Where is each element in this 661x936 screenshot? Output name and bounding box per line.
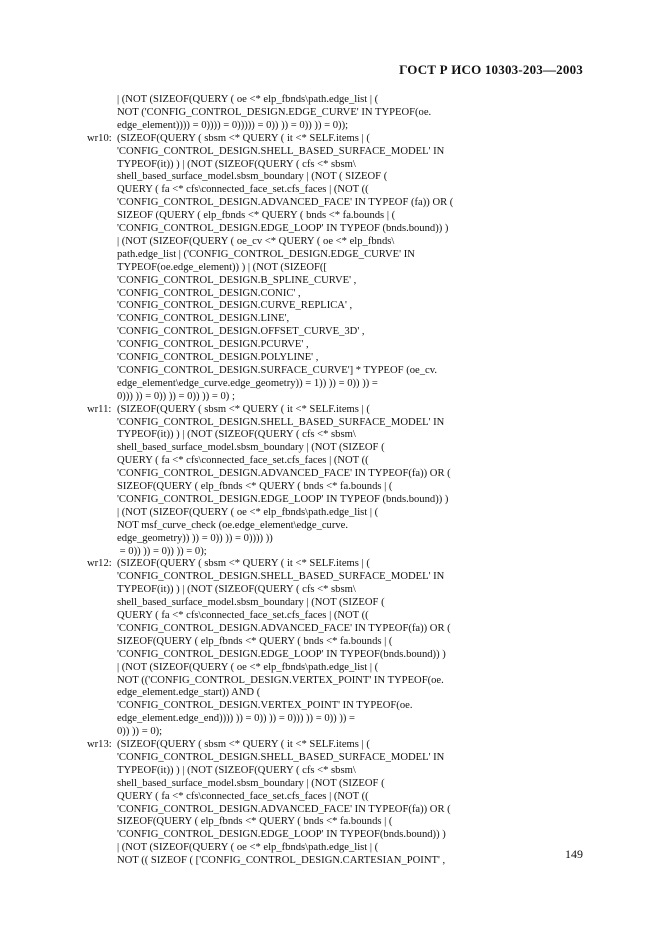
code-line: 'CONFIG_CONTROL_DESIGN.ADVANCED_FACE' IN TYPEOF(fa)) OR (: [117, 622, 451, 634]
code-line: | (NOT (SIZEOF(QUERY ( oe <* elp_fbnds\path.edge_list | (: [117, 842, 379, 854]
code-line: TYPEOF(it)) ) | (NOT (SIZEOF(QUERY ( cfs <* sbsm\: [117, 764, 356, 776]
code-line: TYPEOF(it)) ) | (NOT (SIZEOF(QUERY ( cfs <* sbsm\: [117, 584, 356, 596]
code-line: (SIZEOF(QUERY ( sbsm <* QUERY ( it <* SELF.items | (: [117, 403, 370, 415]
code-line: shell_based_surface_model.sbsm_boundary | (NOT (SIZEOF (: [117, 597, 385, 609]
code-line: 'CONFIG_CONTROL_DESIGN.EDGE_LOOP' IN TYPEOF(bnds.bound)) ): [117, 648, 446, 660]
code-line: 'CONFIG_CONTROL_DESIGN.LINE',: [117, 313, 290, 325]
code-line: NOT (( SIZEOF ( ['CONFIG_CONTROL_DESIGN.CARTESIAN_POINT' ,: [117, 855, 446, 867]
code-line: NOT ('CONFIG_CONTROL_DESIGN.EDGE_CURVE' IN TYPEOF(oe.: [117, 106, 432, 118]
code-line: NOT (('CONFIG_CONTROL_DESIGN.VERTEX_POINT' IN TYPEOF(oe.: [117, 674, 444, 686]
code-line: 'CONFIG_CONTROL_DESIGN.ADVANCED_FACE' IN TYPEOF(fa)) OR (: [117, 468, 451, 480]
code-line: 'CONFIG_CONTROL_DESIGN.B_SPLINE_CURVE' ,: [117, 274, 357, 286]
code-line: (SIZEOF(QUERY ( sbsm <* QUERY ( it <* SELF.items | (: [117, 132, 370, 144]
code-line: | (NOT (SIZEOF(QUERY ( oe <* elp_fbnds\path.edge_list | (: [117, 506, 379, 518]
code-line: QUERY ( fa <* cfs\connected_face_set.cfs_faces | (NOT ((: [117, 610, 369, 621]
rule-label: wr11:: [87, 403, 112, 415]
code-line: | (NOT (SIZEOF(QUERY ( oe_cv <* QUERY ( oe <* elp_fbnds\: [117, 235, 395, 247]
page-number: 149: [565, 847, 583, 861]
code-line: 'CONFIG_CONTROL_DESIGN.CONIC' ,: [117, 287, 301, 299]
code-line: 'CONFIG_CONTROL_DESIGN.PCURVE' ,: [117, 339, 309, 351]
code-line: 'CONFIG_CONTROL_DESIGN.VERTEX_POINT' IN TYPEOF(oe.: [117, 700, 413, 712]
code-line: 'CONFIG_CONTROL_DESIGN.EDGE_LOOP' IN TYPEOF (bnds.bound)) ): [117, 493, 449, 505]
code-line: (SIZEOF(QUERY ( sbsm <* QUERY ( it <* SELF.items | (: [117, 739, 370, 750]
rule-label: wr12:: [87, 558, 112, 570]
code-line: edge_element.edge_end)))) )) = 0)) )) = 0))) )) = 0)) )) =: [117, 713, 356, 725]
code-line: NOT msf_curve_check (oe.edge_element\edge_curve.: [117, 519, 348, 531]
code-line: shell_based_surface_model.sbsm_boundary | (NOT ( SIZEOF (: [117, 171, 388, 183]
code-line: 'CONFIG_CONTROL_DESIGN.EDGE_LOOP' IN TYPEOF(bnds.bound)) ): [117, 829, 446, 841]
standard-header: ГОСТ Р ИСО 10303-203—2003: [399, 62, 583, 77]
code-line: 'CONFIG_CONTROL_DESIGN.CURVE_REPLICA' ,: [117, 300, 353, 312]
code-line: SIZEOF(QUERY ( elp_fbnds <* QUERY ( bnds <* fa.bounds | (: [117, 635, 393, 647]
code-line: SIZEOF(QUERY ( elp_fbnds <* QUERY ( bnds <* fa.bounds | (: [117, 816, 393, 828]
code-line: | (NOT (SIZEOF(QUERY ( oe <* elp_fbnds\path.edge_list | (: [117, 661, 379, 673]
code-line: = 0)) )) = 0)) )) = 0);: [117, 545, 207, 557]
code-line: 'CONFIG_CONTROL_DESIGN.POLYLINE' ,: [117, 352, 319, 363]
code-line: TYPEOF(oe.edge_element)) ) | (NOT (SIZEOF([: [117, 261, 327, 273]
code-line: 'CONFIG_CONTROL_DESIGN.SHELL_BASED_SURFACE_MODEL' IN: [117, 751, 445, 763]
code-line: TYPEOF(it)) ) | (NOT (SIZEOF(QUERY ( cfs <* sbsm\: [117, 429, 356, 441]
rule-label: wr13:: [87, 739, 112, 750]
code-line: shell_based_surface_model.sbsm_boundary | (NOT (SIZEOF (: [117, 442, 385, 454]
code-line: SIZEOF (QUERY ( elp_fbnds <* QUERY ( bnds <* fa.bounds | (: [117, 210, 396, 222]
code-line: | (NOT (SIZEOF(QUERY ( oe <* elp_fbnds\path.edge_list | (: [117, 94, 379, 105]
code-line: path.edge_list | ('CONFIG_CONTROL_DESIGN.EDGE_CURVE' IN: [117, 248, 415, 260]
code-line: shell_based_surface_model.sbsm_boundary | (NOT (SIZEOF (: [117, 777, 385, 789]
code-line: QUERY ( fa <* cfs\connected_face_set.cfs_faces | (NOT ((: [117, 455, 369, 467]
code-line: edge_element\edge_curve.edge_geometry)) = 1)) )) = 0)) )) =: [117, 377, 378, 389]
code-line: 'CONFIG_CONTROL_DESIGN.EDGE_LOOP' IN TYPEOF (bnds.bound)) ): [117, 223, 449, 234]
code-line: 0)) )) = 0);: [117, 726, 163, 738]
rule-label: wr10:: [87, 132, 112, 144]
code-line: (SIZEOF(QUERY ( sbsm <* QUERY ( it <* SELF.items | (: [117, 558, 370, 570]
code-line: 'CONFIG_CONTROL_DESIGN.ADVANCED_FACE' IN TYPEOF (fa)) OR (: [117, 197, 454, 209]
code-line: QUERY ( fa <* cfs\connected_face_set.cfs_faces | (NOT ((: [117, 184, 369, 196]
code-line: 'CONFIG_CONTROL_DESIGN.SURFACE_CURVE'] * TYPEOF (oe_cv.: [117, 364, 438, 376]
code-line: 0))) )) = 0)) )) = 0)) )) = 0) ;: [117, 390, 235, 402]
code-line: 'CONFIG_CONTROL_DESIGN.ADVANCED_FACE' IN TYPEOF(fa)) OR (: [117, 803, 451, 815]
code-line: 'CONFIG_CONTROL_DESIGN.SHELL_BASED_SURFACE_MODEL' IN: [117, 416, 445, 428]
code-line: edge_element.edge_start)) AND (: [117, 687, 261, 699]
code-line: 'CONFIG_CONTROL_DESIGN.SHELL_BASED_SURFACE_MODEL' IN: [117, 571, 445, 583]
code-line: edge_element)))) = 0)))) = 0))))) = 0)) )) = 0)) )) = 0));: [117, 119, 349, 131]
code-line: TYPEOF(it)) ) | (NOT (SIZEOF(QUERY ( cfs <* sbsm\: [117, 158, 356, 170]
code-line: SIZEOF(QUERY ( elp_fbnds <* QUERY ( bnds <* fa.bounds | (: [117, 481, 393, 492]
code-line: 'CONFIG_CONTROL_DESIGN.OFFSET_CURVE_3D' ,: [117, 326, 365, 338]
code-line: edge_geometry)) )) = 0)) )) = 0)))) )): [117, 532, 273, 544]
code-line: QUERY ( fa <* cfs\connected_face_set.cfs_faces | (NOT ((: [117, 790, 369, 802]
code-line: 'CONFIG_CONTROL_DESIGN.SHELL_BASED_SURFACE_MODEL' IN: [117, 145, 445, 157]
